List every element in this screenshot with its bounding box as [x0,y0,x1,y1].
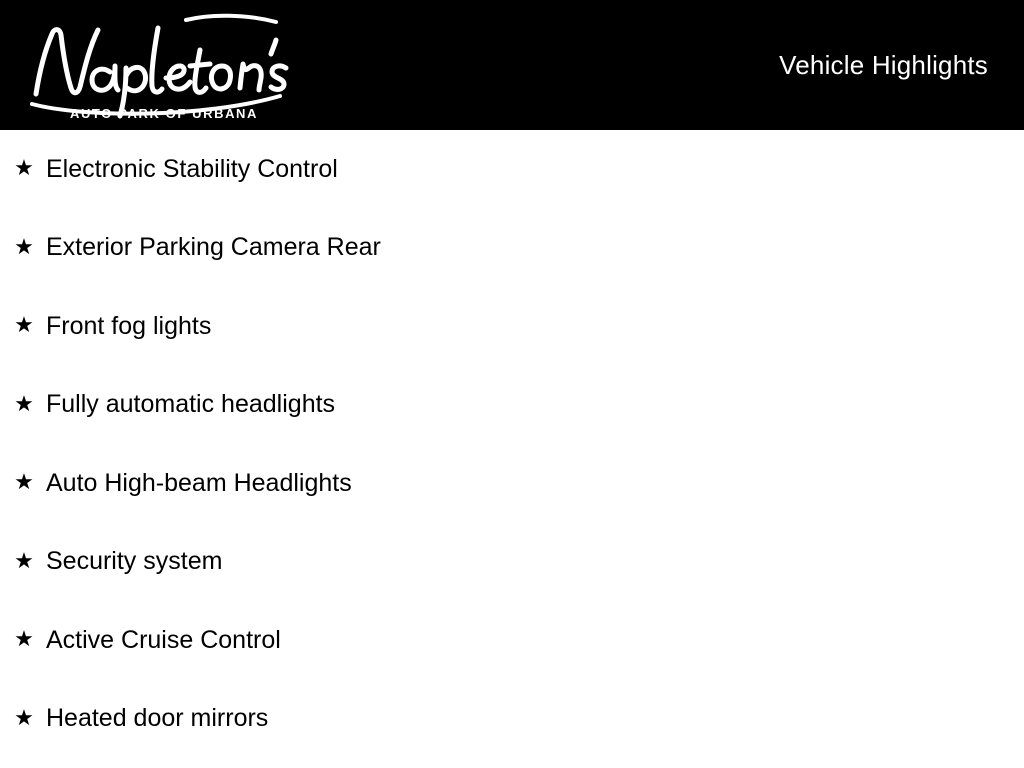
star-icon: ★ [14,313,34,339]
list-item [0,523,1024,602]
list-item [0,366,1024,445]
star-icon: ★ [14,705,34,731]
list-item [0,444,1024,523]
list-item-label: Security system [46,547,223,575]
list-item-label: Active Cruise Control [46,625,281,654]
list-item [0,601,1024,680]
star-icon: ★ [14,548,34,574]
list-item-label: Fully automatic headlights [46,390,336,418]
list-item [0,680,1024,759]
list-item [0,130,1024,209]
vehicle-highlights-list [0,130,1024,758]
list-item-label: Auto High-beam Headlights [46,468,352,497]
list-item-label: Heated door mirrors [46,704,269,732]
star-icon: ★ [14,391,34,417]
page-header [0,0,1024,130]
list-item-label: Front fog lights [46,311,212,340]
page-title: Vehicle Highlights [779,50,988,80]
star-icon: ★ [14,156,34,182]
napletons-logo [14,6,304,124]
star-icon: ★ [14,470,34,496]
star-icon: ★ [14,234,34,260]
list-item [0,209,1024,288]
svg-text:AUTO PARK OF URBANA: AUTO PARK OF URBANA [69,106,259,121]
list-item-label: Exterior Parking Camera Rear [46,233,381,261]
list-item-label: Electronic Stability Control [46,154,338,183]
star-icon: ★ [14,627,34,653]
list-item [0,287,1024,366]
